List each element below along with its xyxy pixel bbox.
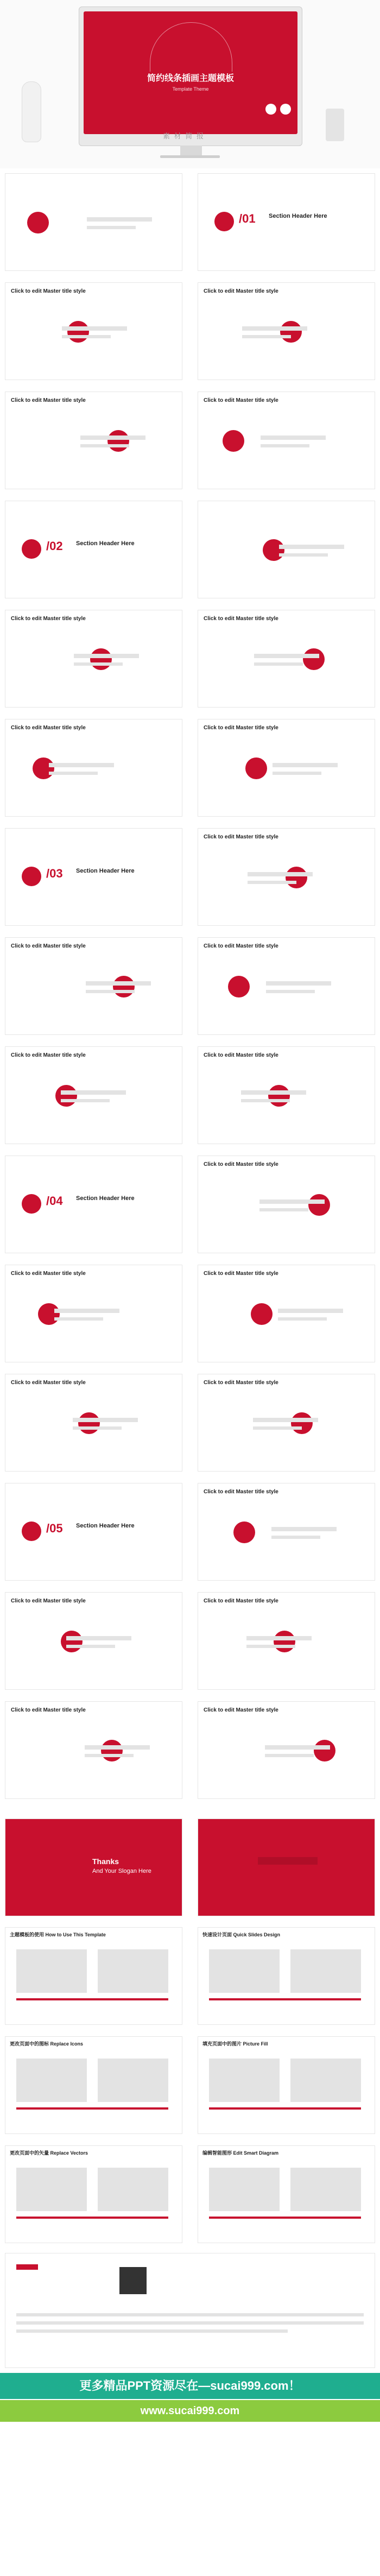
- slide-title: Click to edit Master title style: [11, 397, 86, 403]
- accent-shape: [291, 1412, 313, 1434]
- tutorial-title: 更改页面中的图标 Replace Icons: [10, 2041, 84, 2047]
- text-placeholder: [241, 1090, 306, 1095]
- text-placeholder: [54, 1317, 103, 1321]
- section-icon: [22, 1521, 41, 1541]
- slide-title: Click to edit Master title style: [204, 1052, 278, 1058]
- slide-thumbnail[interactable]: [198, 501, 375, 598]
- slide-title: Click to edit Master title style: [11, 943, 86, 949]
- slide-thumbnail[interactable]: [198, 1156, 375, 1253]
- pencil-cup-illustration: [326, 109, 344, 141]
- slide-title: Click to edit Master title style: [11, 288, 86, 294]
- text-placeholder: [254, 654, 319, 658]
- accent-rule: [209, 1998, 361, 2000]
- slide-thumbnail[interactable]: [198, 1374, 375, 1471]
- accent-shape: [263, 539, 284, 561]
- text-placeholder: [273, 772, 321, 775]
- vase-illustration: [22, 81, 41, 142]
- accent-shape: [280, 321, 302, 343]
- accent-shape: [245, 757, 267, 779]
- slide-title: Click to edit Master title style: [11, 1380, 86, 1386]
- section-heading: Section Header Here: [76, 868, 135, 874]
- section-number: /02: [46, 539, 63, 553]
- screenshot-placeholder: [209, 2059, 280, 2102]
- text-line: [16, 2313, 364, 2316]
- text-placeholder: [87, 217, 152, 222]
- promo-banner-url[interactable]: www.sucai999.com: [0, 2400, 380, 2422]
- text-placeholder: [241, 1099, 290, 1102]
- accent-shape: [55, 1085, 77, 1107]
- slide-title: Click to edit Master title style: [204, 834, 278, 840]
- text-placeholder: [254, 662, 303, 666]
- text-placeholder: [85, 1745, 150, 1750]
- slide-thumbnail[interactable]: [5, 1483, 182, 1580]
- text-placeholder: [73, 1418, 138, 1422]
- slide-thumbnail[interactable]: [198, 829, 375, 925]
- section-icon: [214, 212, 234, 231]
- monitor-stand: [180, 146, 202, 155]
- slide-thumbnail[interactable]: [198, 610, 375, 707]
- text-placeholder: [74, 662, 123, 666]
- section-icon: [22, 1194, 41, 1214]
- accent-shape: [228, 976, 250, 997]
- accent-rule: [209, 2217, 361, 2219]
- slide-thumbnail[interactable]: [5, 1702, 182, 1798]
- slide-title: Click to edit Master title style: [204, 1598, 278, 1604]
- tutorial-slide[interactable]: [198, 2037, 375, 2133]
- slide-thumbnail[interactable]: [198, 1047, 375, 1144]
- text-placeholder: [271, 1536, 320, 1539]
- accent-rule: [209, 2107, 361, 2110]
- tutorial-slide[interactable]: [5, 2146, 182, 2243]
- accent-shape: [233, 1521, 255, 1543]
- text-placeholder: [61, 1090, 126, 1095]
- accent-shape: [251, 1303, 273, 1325]
- slide-title: Click to edit Master title style: [204, 397, 278, 403]
- text-placeholder: [49, 763, 114, 767]
- text-placeholder: [259, 1208, 308, 1211]
- tutorial-title: 编辑智能图形 Edit Smart Diagram: [202, 2150, 279, 2156]
- text-placeholder: [271, 1527, 337, 1531]
- text-placeholder: [278, 1309, 343, 1313]
- accent-shape: [107, 430, 129, 452]
- text-placeholder: [54, 1309, 119, 1313]
- text-placeholder: [279, 545, 344, 549]
- tutorial-slide[interactable]: [5, 1928, 182, 2024]
- slide-thumbnail[interactable]: [5, 1156, 182, 1253]
- screenshot-placeholder: [290, 1949, 361, 1993]
- text-placeholder: [80, 435, 145, 440]
- accent-shape: [274, 1631, 295, 1652]
- section-number: /05: [46, 1521, 63, 1535]
- slide-title: Click to edit Master title style: [204, 943, 278, 949]
- accent-shape: [61, 1631, 83, 1652]
- slide-thumbnail[interactable]: [198, 392, 375, 489]
- tutorial-title: 更改页面中的矢量 Replace Vectors: [10, 2150, 88, 2156]
- text-placeholder: [242, 335, 291, 338]
- text-placeholder: [265, 1745, 330, 1750]
- tutorial-title: 主题模板的使用 How to Use This Template: [10, 1932, 106, 1937]
- cover-subtitle: Template Theme: [172, 86, 209, 92]
- accent-shape: [113, 976, 135, 997]
- soccer-ball-icon: [265, 104, 276, 115]
- slide-title: Click to edit Master title style: [11, 1707, 86, 1713]
- accent-shape: [90, 648, 112, 670]
- thanks-slogan: And Your Slogan Here: [92, 1868, 151, 1874]
- accent-shape: [27, 212, 49, 233]
- copyright-slide[interactable]: [5, 2253, 375, 2367]
- accent-rule: [16, 1998, 168, 2000]
- promo-banner-green[interactable]: 更多精品PPT资源尽在—sucai999.com！: [0, 2373, 380, 2399]
- text-placeholder: [86, 981, 151, 986]
- text-placeholder: [62, 335, 111, 338]
- castle-line-illustration: [150, 22, 232, 72]
- slide-thumbnail[interactable]: [5, 829, 182, 925]
- slide-thumbnail[interactable]: [198, 1593, 375, 1689]
- slide-title: Click to edit Master title style: [204, 288, 278, 294]
- text-placeholder: [86, 990, 135, 993]
- text-placeholder: [74, 654, 139, 658]
- text-placeholder: [246, 1636, 312, 1640]
- slide-title: Click to edit Master title style: [204, 1271, 278, 1277]
- screenshot-placeholder: [16, 2059, 87, 2102]
- slide-thumbnail[interactable]: [198, 938, 375, 1034]
- monitor-base: [160, 155, 220, 158]
- text-placeholder: [261, 444, 309, 447]
- accent-shape: [101, 1740, 123, 1761]
- slide-thumbnail[interactable]: [5, 283, 182, 380]
- text-placeholder: [85, 1754, 134, 1757]
- cover-title: 简约线条插画主题模板: [147, 74, 234, 83]
- soccer-ball-icon: [280, 104, 291, 115]
- hero-banner: [0, 0, 380, 168]
- accent-shape: [78, 1412, 100, 1434]
- section-icon: [22, 539, 41, 559]
- slide-thumbnail[interactable]: [198, 283, 375, 380]
- screenshot-placeholder: [209, 2168, 280, 2211]
- thanks-slide[interactable]: [5, 1819, 182, 1916]
- slide-title: Click to edit Master title style: [204, 1380, 278, 1386]
- slogan-box: [258, 1857, 318, 1865]
- slide-title: Click to edit Master title style: [204, 1161, 278, 1167]
- slide-thumbnail[interactable]: [5, 501, 182, 598]
- text-placeholder: [242, 326, 307, 331]
- slide-title: Click to edit Master title style: [204, 725, 278, 731]
- accent-shape: [286, 867, 307, 888]
- slide-thumbnail[interactable]: [5, 1374, 182, 1471]
- accent-shape: [303, 648, 325, 670]
- screenshot-placeholder: [290, 2168, 361, 2211]
- slide-title: Click to edit Master title style: [11, 1271, 86, 1277]
- accent-shape: [67, 321, 89, 343]
- slide-thumbnail[interactable]: [5, 1265, 182, 1362]
- section-number: /03: [46, 867, 63, 880]
- brand-logo: [16, 2264, 38, 2270]
- slide-title: Click to edit Master title style: [11, 725, 86, 731]
- text-line: [16, 2321, 364, 2325]
- slide-thumbnail[interactable]: [198, 1483, 375, 1580]
- slide-title: Click to edit Master title style: [11, 616, 86, 622]
- slide-thumbnail[interactable]: [198, 174, 375, 270]
- slide-title: Click to edit Master title style: [11, 1598, 86, 1604]
- slide-thumbnail[interactable]: [5, 610, 182, 707]
- slide-thumbnail[interactable]: [198, 1265, 375, 1362]
- text-placeholder: [87, 226, 136, 229]
- watermark: 素 材 简 报: [163, 132, 205, 140]
- text-placeholder: [62, 326, 127, 331]
- slide-thumbnail[interactable]: [5, 938, 182, 1034]
- text-placeholder: [61, 1099, 110, 1102]
- text-placeholder: [80, 444, 129, 447]
- text-placeholder: [248, 881, 296, 884]
- text-placeholder: [261, 435, 326, 440]
- monitor-mockup: [79, 7, 302, 146]
- slide-title: Click to edit Master title style: [11, 1052, 86, 1058]
- text-placeholder: [273, 763, 338, 767]
- section-number: /04: [46, 1194, 63, 1208]
- text-placeholder: [73, 1426, 122, 1430]
- tutorial-slide[interactable]: [5, 2037, 182, 2133]
- section-number: /01: [239, 212, 256, 225]
- slide-title: Click to edit Master title style: [204, 1489, 278, 1495]
- red-end-slide[interactable]: [198, 1819, 375, 1916]
- screenshot-placeholder: [98, 2168, 168, 2211]
- section-heading: Section Header Here: [76, 1195, 135, 1202]
- screenshot-placeholder: [290, 2059, 361, 2102]
- accent-shape: [314, 1740, 335, 1761]
- slide-thumbnail[interactable]: [5, 719, 182, 816]
- text-placeholder: [278, 1317, 327, 1321]
- section-heading: Section Header Here: [269, 213, 327, 219]
- screenshot-placeholder: [16, 1949, 87, 1993]
- slide-thumbnail[interactable]: [5, 1593, 182, 1689]
- text-placeholder: [253, 1426, 302, 1430]
- tutorial-slide[interactable]: [198, 1928, 375, 2024]
- text-placeholder: [248, 872, 313, 876]
- text-placeholder: [265, 1754, 314, 1757]
- screenshot-placeholder: [98, 1949, 168, 1993]
- text-placeholder: [279, 553, 328, 557]
- text-placeholder: [49, 772, 98, 775]
- tutorial-title: 填充页面中的图片 Picture Fill: [202, 2041, 268, 2047]
- text-placeholder: [246, 1645, 295, 1648]
- cover-slide: [84, 11, 297, 134]
- text-placeholder: [266, 990, 315, 993]
- slide-thumbnail[interactable]: [5, 1047, 182, 1144]
- slide-thumbnail[interactable]: [198, 719, 375, 816]
- text-placeholder: [266, 981, 331, 986]
- accent-shape: [308, 1194, 330, 1216]
- section-heading: Section Header Here: [76, 540, 135, 547]
- slide-title: Click to edit Master title style: [204, 616, 278, 622]
- accent-shape: [38, 1303, 60, 1325]
- accent-shape: [33, 757, 54, 779]
- tutorial-title: 快速设计页面 Quick Slides Design: [202, 1932, 281, 1937]
- accent-shape: [268, 1085, 290, 1107]
- text-placeholder: [66, 1636, 131, 1640]
- section-icon: [22, 867, 41, 886]
- slide-thumbnail[interactable]: [5, 392, 182, 489]
- tutorial-slide[interactable]: [198, 2146, 375, 2243]
- section-heading: Section Header Here: [76, 1523, 135, 1529]
- qr-code: [119, 2267, 147, 2294]
- screenshot-placeholder: [98, 2059, 168, 2102]
- text-placeholder: [66, 1645, 115, 1648]
- accent-rule: [16, 2217, 168, 2219]
- accent-shape: [223, 430, 244, 452]
- slide-thumbnail[interactable]: [5, 174, 182, 270]
- text-placeholder: [259, 1199, 325, 1204]
- thanks-title: Thanks: [92, 1857, 119, 1866]
- accent-rule: [16, 2107, 168, 2110]
- screenshot-placeholder: [209, 1949, 280, 1993]
- text-placeholder: [253, 1418, 318, 1422]
- screenshot-placeholder: [16, 2168, 87, 2211]
- slide-thumbnail[interactable]: [198, 1702, 375, 1798]
- text-line: [16, 2329, 288, 2333]
- slide-title: Click to edit Master title style: [204, 1707, 278, 1713]
